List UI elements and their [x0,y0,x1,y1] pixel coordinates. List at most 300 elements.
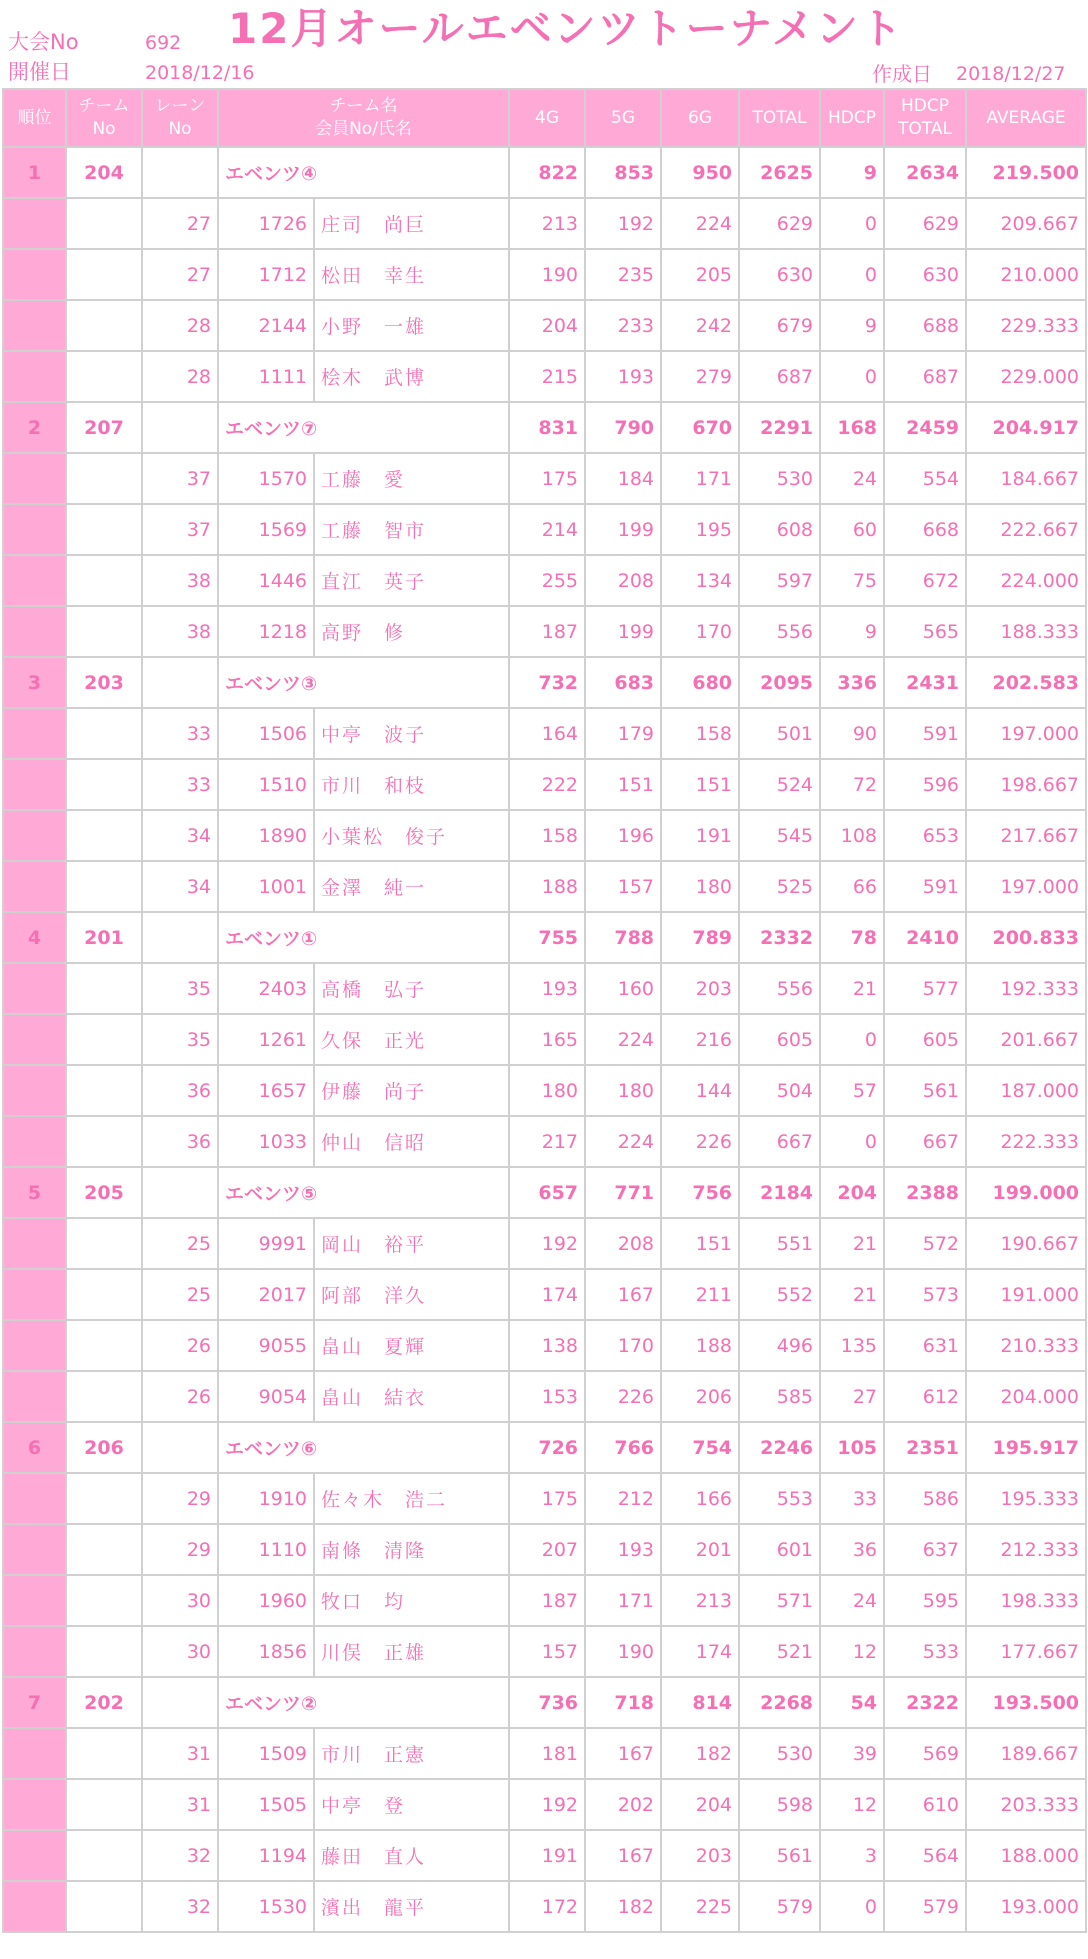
team-row [3,1167,1086,1218]
total-cell: 667 [739,1116,820,1167]
game5-cell: 771 [585,1167,661,1218]
average-cell: 212.333 [966,1524,1086,1575]
game6-cell: 151 [661,1218,739,1269]
total-cell: 2184 [739,1167,820,1218]
member-name-cell: 中亭 波子 [314,708,509,759]
average-cell: 197.000 [966,861,1086,912]
rank-cell-empty [3,1218,66,1269]
member-name-cell: 小葉松 俊子 [314,810,509,861]
total-cell: 2625 [739,147,820,198]
average-cell: 191.000 [966,1269,1086,1320]
average-cell: 195.333 [966,1473,1086,1524]
hdcp-cell: 12 [820,1626,884,1677]
member-no-cell: 1261 [218,1014,314,1065]
team-name-cell: エベンツ② [218,1677,509,1728]
member-no-cell: 2017 [218,1269,314,1320]
lane-cell: 32 [142,1881,218,1932]
rank-cell-empty [3,1626,66,1677]
member-no-cell: 1505 [218,1779,314,1830]
hdcp-total-cell: 667 [884,1116,966,1167]
col-lane-label-2: No [168,119,192,139]
hdcp-total-cell: 653 [884,810,966,861]
team-no-cell: 207 [66,402,142,453]
game6-cell: 279 [661,351,739,402]
team-no-cell-empty [66,1779,142,1830]
member-no-cell: 1110 [218,1524,314,1575]
total-cell: 605 [739,1014,820,1065]
game5-cell: 182 [585,1881,661,1932]
member-row [3,1116,1086,1167]
rank-cell-empty [3,1320,66,1371]
total-cell: 2291 [739,402,820,453]
lane-cell-empty [142,1422,218,1473]
member-no-cell: 1446 [218,555,314,606]
game6-cell: 226 [661,1116,739,1167]
rank-cell-empty [3,1371,66,1422]
hdcp-cell: 90 [820,708,884,759]
date-value: 2018/12/16 [145,62,255,84]
average-cell: 203.333 [966,1779,1086,1830]
team-no-cell-empty [66,1269,142,1320]
member-name-cell: 川俣 正雄 [314,1626,509,1677]
total-cell: 2268 [739,1677,820,1728]
game6-cell: 174 [661,1626,739,1677]
col-hdcp [820,89,884,147]
hdcp-cell: 12 [820,1779,884,1830]
average-cell: 198.667 [966,759,1086,810]
game5-cell: 193 [585,1524,661,1575]
member-row [3,1524,1086,1575]
hdcp-cell: 54 [820,1677,884,1728]
hdcp-total-cell: 533 [884,1626,966,1677]
member-no-cell: 1856 [218,1626,314,1677]
hdcp-cell: 9 [820,300,884,351]
lane-cell: 29 [142,1524,218,1575]
lane-cell-empty [142,1167,218,1218]
team-no-cell-empty [66,1881,142,1932]
lane-cell: 26 [142,1320,218,1371]
lane-cell: 34 [142,810,218,861]
lane-cell: 27 [142,198,218,249]
game4-cell: 726 [509,1422,585,1473]
team-no-cell-empty [66,249,142,300]
tournament-no-value: 692 [145,32,182,54]
tournament-no-label: 大会No [8,30,79,54]
col-total [739,89,820,147]
member-name-cell: 阿部 洋久 [314,1269,509,1320]
member-no-cell: 1506 [218,708,314,759]
member-no-cell: 1910 [218,1473,314,1524]
total-cell: 501 [739,708,820,759]
results-table [2,88,1087,1933]
team-name-cell: エベンツ④ [218,147,509,198]
member-row [3,504,1086,555]
rank-cell: 2 [3,402,66,453]
rank-cell-empty [3,1779,66,1830]
hdcp-total-cell: 612 [884,1371,966,1422]
game6-cell: 188 [661,1320,739,1371]
game4-cell: 138 [509,1320,585,1371]
col-team-no-label-1: チーム [78,96,130,116]
game5-cell: 224 [585,1116,661,1167]
team-name-cell: エベンツ⑦ [218,402,509,453]
hdcp-total-cell: 605 [884,1014,966,1065]
game6-cell: 134 [661,555,739,606]
game5-cell: 193 [585,351,661,402]
game5-cell: 180 [585,1065,661,1116]
hdcp-total-cell: 564 [884,1830,966,1881]
hdcp-total-cell: 596 [884,759,966,810]
member-row [3,1473,1086,1524]
game6-cell: 206 [661,1371,739,1422]
total-cell: 687 [739,351,820,402]
game6-cell: 203 [661,1830,739,1881]
team-no-cell: 205 [66,1167,142,1218]
member-row [3,1626,1086,1677]
hdcp-cell: 24 [820,453,884,504]
team-row [3,402,1086,453]
game5-cell: 157 [585,861,661,912]
lane-cell: 33 [142,708,218,759]
rank-cell: 1 [3,147,66,198]
average-cell: 201.667 [966,1014,1086,1065]
hdcp-total-cell: 554 [884,453,966,504]
total-cell: 2095 [739,657,820,708]
rank-cell-empty [3,300,66,351]
game6-cell: 242 [661,300,739,351]
game5-cell: 184 [585,453,661,504]
member-row [3,861,1086,912]
member-name-cell: 小野 一雄 [314,300,509,351]
member-name-cell: 濱出 龍平 [314,1881,509,1932]
member-name-cell: 伊藤 尚子 [314,1065,509,1116]
member-no-cell: 1569 [218,504,314,555]
member-no-cell: 1960 [218,1575,314,1626]
average-cell: 192.333 [966,963,1086,1014]
member-name-cell: 仲山 信昭 [314,1116,509,1167]
lane-cell: 28 [142,351,218,402]
rank-cell: 7 [3,1677,66,1728]
team-name-cell: エベンツ③ [218,657,509,708]
hdcp-total-cell: 586 [884,1473,966,1524]
hdcp-total-cell: 569 [884,1728,966,1779]
game6-cell: 225 [661,1881,739,1932]
game5-cell: 208 [585,555,661,606]
lane-cell-empty [142,402,218,453]
team-name-cell: エベンツ① [218,912,509,963]
hdcp-total-cell: 2431 [884,657,966,708]
hdcp-cell: 72 [820,759,884,810]
game4-cell: 190 [509,249,585,300]
hdcp-cell: 21 [820,1218,884,1269]
member-name-cell: 市川 和枝 [314,759,509,810]
member-no-cell: 1033 [218,1116,314,1167]
lane-cell: 37 [142,504,218,555]
hdcp-total-cell: 687 [884,351,966,402]
rank-cell-empty [3,453,66,504]
hdcp-cell: 135 [820,1320,884,1371]
total-cell: 608 [739,504,820,555]
hdcp-cell: 105 [820,1422,884,1473]
col-hdcp-label: HDCP [828,107,877,128]
member-no-cell: 1657 [218,1065,314,1116]
member-name-cell: 直江 英子 [314,555,509,606]
col-6g [661,89,739,147]
member-row [3,1779,1086,1830]
hdcp-total-cell: 2459 [884,402,966,453]
game6-cell: 670 [661,402,739,453]
average-cell: 222.333 [966,1116,1086,1167]
hdcp-cell: 36 [820,1524,884,1575]
average-cell: 202.583 [966,657,1086,708]
game5-cell: 202 [585,1779,661,1830]
rank-cell-empty [3,1575,66,1626]
col-average-label: AVERAGE [986,107,1066,128]
member-row [3,351,1086,402]
game5-cell: 199 [585,504,661,555]
game4-cell: 193 [509,963,585,1014]
col-4g-label: 4G [535,107,560,128]
average-cell: 188.333 [966,606,1086,657]
team-no-cell-empty [66,1728,142,1779]
rank-cell-empty [3,1881,66,1932]
team-no-cell-empty [66,1116,142,1167]
team-no-cell-empty [66,504,142,555]
total-cell: 561 [739,1830,820,1881]
game6-cell: 166 [661,1473,739,1524]
rank-cell: 4 [3,912,66,963]
team-no-cell-empty [66,1218,142,1269]
game5-cell: 196 [585,810,661,861]
game4-cell: 157 [509,1626,585,1677]
member-name-cell: 岡山 裕平 [314,1218,509,1269]
member-row [3,453,1086,504]
member-row [3,1728,1086,1779]
member-name-cell: 高橋 弘子 [314,963,509,1014]
team-name-cell: エベンツ⑥ [218,1422,509,1473]
game5-cell: 853 [585,147,661,198]
member-no-cell: 9991 [218,1218,314,1269]
rank-cell-empty [3,555,66,606]
game5-cell: 167 [585,1728,661,1779]
hdcp-total-cell: 610 [884,1779,966,1830]
date-label: 開催日 [8,60,71,84]
member-name-cell: 桧木 武博 [314,351,509,402]
lane-cell: 31 [142,1779,218,1830]
rank-cell-empty [3,1014,66,1065]
lane-cell: 25 [142,1218,218,1269]
game6-cell: 191 [661,810,739,861]
team-no-cell-empty [66,1065,142,1116]
rank-cell-empty [3,606,66,657]
hdcp-total-cell: 561 [884,1065,966,1116]
member-no-cell: 2403 [218,963,314,1014]
hdcp-cell: 9 [820,147,884,198]
hdcp-cell: 0 [820,1116,884,1167]
rank-cell-empty [3,1116,66,1167]
rank-cell: 5 [3,1167,66,1218]
total-cell: 2332 [739,912,820,963]
hdcp-cell: 66 [820,861,884,912]
team-no-cell-empty [66,1575,142,1626]
lane-cell: 30 [142,1626,218,1677]
average-cell: 224.000 [966,555,1086,606]
member-no-cell: 9054 [218,1371,314,1422]
hdcp-total-cell: 668 [884,504,966,555]
member-name-cell: 庄司 尚巨 [314,198,509,249]
hdcp-cell: 0 [820,1014,884,1065]
member-row [3,759,1086,810]
member-name-cell: 南條 清隆 [314,1524,509,1575]
col-4g [509,89,585,147]
hdcp-cell: 21 [820,963,884,1014]
game4-cell: 736 [509,1677,585,1728]
total-cell: 571 [739,1575,820,1626]
member-no-cell: 1001 [218,861,314,912]
average-cell: 204.917 [966,402,1086,453]
hdcp-cell: 9 [820,606,884,657]
game4-cell: 187 [509,606,585,657]
total-cell: 629 [739,198,820,249]
game6-cell: 211 [661,1269,739,1320]
member-no-cell: 1218 [218,606,314,657]
hdcp-cell: 336 [820,657,884,708]
member-name-cell: 畠山 結衣 [314,1371,509,1422]
member-no-cell: 1509 [218,1728,314,1779]
game4-cell: 174 [509,1269,585,1320]
total-cell: 553 [739,1473,820,1524]
team-name-cell: エベンツ⑤ [218,1167,509,1218]
col-name-label-1: チーム名 [329,96,398,116]
total-cell: 579 [739,1881,820,1932]
hdcp-cell: 78 [820,912,884,963]
game6-cell: 216 [661,1014,739,1065]
average-cell: 217.667 [966,810,1086,861]
member-no-cell: 1530 [218,1881,314,1932]
total-cell: 504 [739,1065,820,1116]
team-no-cell-empty [66,1473,142,1524]
team-no-cell: 203 [66,657,142,708]
total-cell: 530 [739,1728,820,1779]
member-no-cell: 2144 [218,300,314,351]
hdcp-cell: 57 [820,1065,884,1116]
member-name-cell: 工藤 智市 [314,504,509,555]
member-row [3,1014,1086,1065]
member-row [3,300,1086,351]
hdcp-cell: 204 [820,1167,884,1218]
team-row [3,657,1086,708]
member-row [3,1371,1086,1422]
game4-cell: 222 [509,759,585,810]
total-cell: 524 [739,759,820,810]
lane-cell: 29 [142,1473,218,1524]
hdcp-total-cell: 2634 [884,147,966,198]
game4-cell: 217 [509,1116,585,1167]
average-cell: 195.917 [966,1422,1086,1473]
rank-cell-empty [3,198,66,249]
game6-cell: 814 [661,1677,739,1728]
game4-cell: 214 [509,504,585,555]
col-team-no-label-2: No [92,119,116,139]
rank-cell-empty [3,1728,66,1779]
game4-cell: 191 [509,1830,585,1881]
team-no-cell-empty [66,1830,142,1881]
rank-cell: 6 [3,1422,66,1473]
average-cell: 190.667 [966,1218,1086,1269]
game6-cell: 950 [661,147,739,198]
member-name-cell: 佐々木 浩二 [314,1473,509,1524]
team-row [3,1422,1086,1473]
game6-cell: 789 [661,912,739,963]
rank-cell: 3 [3,657,66,708]
game5-cell: 192 [585,198,661,249]
lane-cell: 36 [142,1116,218,1167]
game4-cell: 204 [509,300,585,351]
hdcp-total-cell: 2322 [884,1677,966,1728]
hdcp-total-cell: 572 [884,1218,966,1269]
game5-cell: 224 [585,1014,661,1065]
total-cell: 598 [739,1779,820,1830]
col-6g-label: 6G [688,107,713,128]
member-name-cell: 市川 正憲 [314,1728,509,1779]
page-title: 12月オールエベンツトーナメント [228,4,904,53]
hdcp-cell: 168 [820,402,884,453]
member-name-cell: 松田 幸生 [314,249,509,300]
lane-cell: 36 [142,1065,218,1116]
team-no-cell-empty [66,1626,142,1677]
team-no-cell-empty [66,606,142,657]
col-lane-no [142,89,218,147]
hdcp-cell: 75 [820,555,884,606]
total-cell: 585 [739,1371,820,1422]
lane-cell: 35 [142,963,218,1014]
rank-cell-empty [3,1065,66,1116]
game6-cell: 180 [661,861,739,912]
rank-cell-empty [3,1473,66,1524]
game4-cell: 175 [509,453,585,504]
lane-cell: 28 [142,300,218,351]
member-name-cell: 中亭 登 [314,1779,509,1830]
hdcp-cell: 24 [820,1575,884,1626]
game4-cell: 213 [509,198,585,249]
game6-cell: 182 [661,1728,739,1779]
lane-cell: 25 [142,1269,218,1320]
hdcp-cell: 108 [820,810,884,861]
game4-cell: 180 [509,1065,585,1116]
game5-cell: 208 [585,1218,661,1269]
hdcp-total-cell: 672 [884,555,966,606]
rank-cell-empty [3,1269,66,1320]
member-name-cell: 高野 修 [314,606,509,657]
hdcp-total-cell: 591 [884,861,966,912]
hdcp-cell: 33 [820,1473,884,1524]
game4-cell: 165 [509,1014,585,1065]
member-no-cell: 1570 [218,453,314,504]
total-cell: 552 [739,1269,820,1320]
game4-cell: 181 [509,1728,585,1779]
col-rank-label: 順位 [17,107,52,128]
game6-cell: 680 [661,657,739,708]
member-no-cell: 1510 [218,759,314,810]
game5-cell: 235 [585,249,661,300]
rank-cell-empty [3,1524,66,1575]
average-cell: 200.833 [966,912,1086,963]
team-no-cell-empty [66,351,142,402]
created-date-value: 2018/12/27 [956,63,1066,85]
game4-cell: 188 [509,861,585,912]
member-name-cell: 工藤 愛 [314,453,509,504]
game6-cell: 203 [661,963,739,1014]
